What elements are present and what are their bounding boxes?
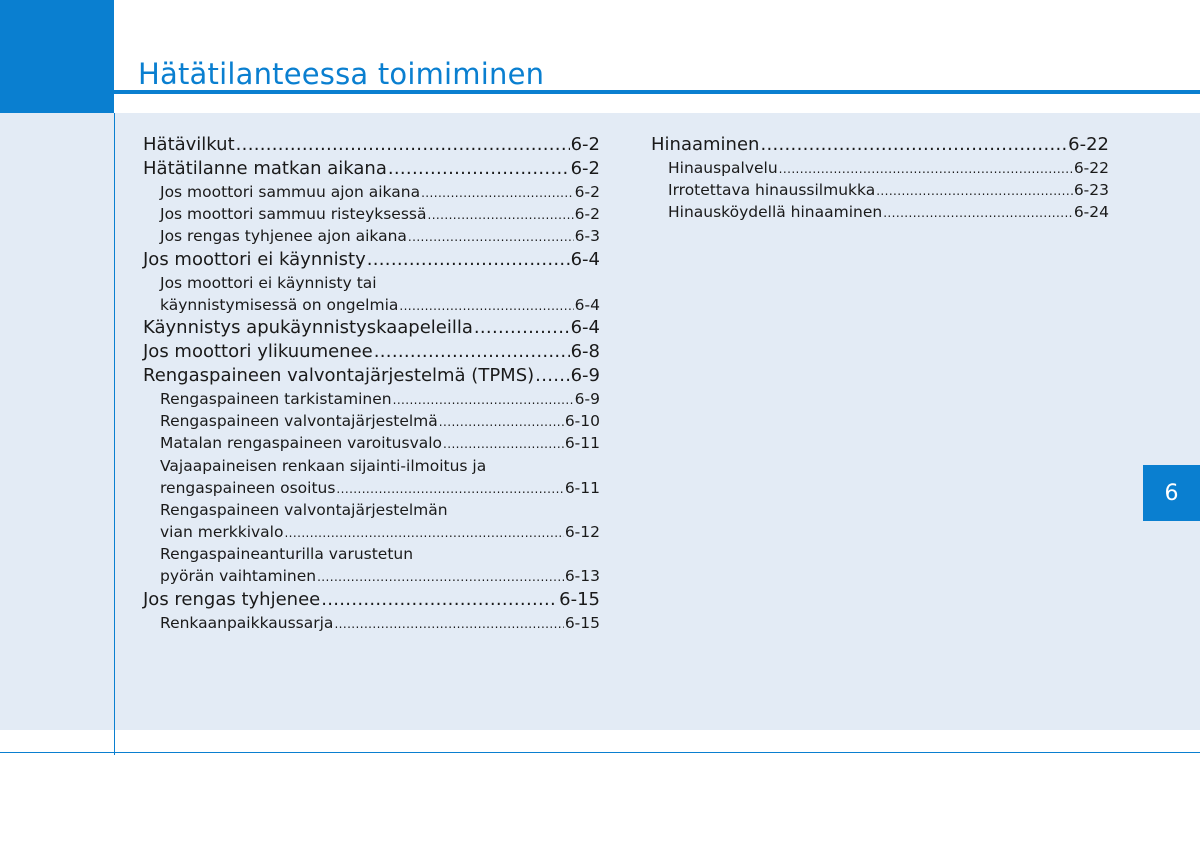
toc-section-entry[interactable] <box>143 340 600 364</box>
toc-entry-line: Vajaapaineisen renkaan sijainti-ilmoitus ja <box>160 456 487 475</box>
toc-entry-label: Jos rengas tyhjenee ajon aikana <box>160 227 407 246</box>
toc-section-entry[interactable] <box>143 157 600 181</box>
toc-dot-leader <box>393 389 574 411</box>
toc-entry-label: Hinausköydellä hinaaminen <box>668 203 883 222</box>
toc-entry-label: Rengaspaineen valvontajärjestelmä (TPMS) <box>143 364 535 386</box>
toc-page-number: 6-23 <box>1073 181 1109 200</box>
toc-page-number: 6-10 <box>564 412 600 431</box>
toc-dot-leader <box>421 182 574 204</box>
toc-dot-leader <box>388 157 570 181</box>
toc-entry-label: Renkaanpaikkaussarja <box>160 613 334 632</box>
toc-dot-leader <box>336 478 563 500</box>
toc-entry-label: Irrotettava hinaussilmukka <box>668 181 876 200</box>
toc-dot-leader <box>535 364 569 388</box>
toc-page-number: 6-4 <box>570 248 600 270</box>
toc-dot-leader <box>317 566 564 588</box>
toc-page-number: 6-24 <box>1073 203 1109 222</box>
toc-subsection-entry[interactable] <box>143 225 600 247</box>
toc-page-number: 6-8 <box>570 340 600 362</box>
toc-entry-label: Hätävilkut <box>143 134 235 155</box>
toc-dot-leader <box>284 522 563 544</box>
toc-section-entry[interactable] <box>143 364 600 388</box>
toc-dot-leader <box>760 133 1067 157</box>
toc-entry-line: Rengaspaineanturilla varustetun <box>160 545 414 564</box>
corner-color-block <box>0 0 114 113</box>
toc-entry-label: Matalan rengaspaineen varoitusvalo <box>160 434 443 453</box>
footer-rule <box>0 752 1200 753</box>
toc-page-number: 6-2 <box>574 205 600 224</box>
toc-dot-leader <box>443 433 564 455</box>
toc-dot-leader <box>367 248 570 272</box>
toc-subsection-entry[interactable] <box>651 157 1109 179</box>
toc-dot-leader <box>474 316 570 340</box>
toc-dot-leader <box>428 204 574 226</box>
toc-page-number: 6-22 <box>1073 159 1109 177</box>
toc-dot-leader <box>779 158 1073 180</box>
toc-entry-label: Käynnistys apukäynnistyskaapeleilla <box>143 316 473 338</box>
toc-entry-label: Jos moottori ylikuumenee <box>143 340 373 362</box>
toc-page-number: 6-11 <box>564 434 600 453</box>
toc-subsection-entry[interactable] <box>143 388 600 410</box>
toc-section-entry[interactable] <box>143 588 600 612</box>
toc-dot-leader <box>439 411 564 433</box>
toc-page-number: 6-9 <box>570 364 600 386</box>
toc-entry-label: Jos moottori sammuu ajon aikana <box>160 183 421 201</box>
toc-entry-label: vian merkkivalo <box>160 523 284 542</box>
toc-section-entry[interactable] <box>651 133 1109 157</box>
toc-page-number: 6-2 <box>570 134 600 155</box>
page-title: Hätätilanteessa toimiminen <box>138 57 545 91</box>
toc-page-number: 6-12 <box>564 523 600 542</box>
toc-entry-line: Jos moottori ei käynnisty tai <box>160 273 377 292</box>
toc-page-number: 6-13 <box>564 567 600 586</box>
toc-subsection-entry[interactable] <box>143 203 600 225</box>
toc-page-number: 6-4 <box>574 295 600 314</box>
toc-page-number: 6-2 <box>574 183 600 201</box>
toc-page-number: 6-15 <box>564 613 600 632</box>
toc-dot-leader <box>399 295 573 317</box>
toc-right-column <box>651 133 1109 224</box>
toc-entry-label: Rengaspaineen tarkistaminen <box>160 389 392 408</box>
toc-section-entry[interactable] <box>143 316 600 340</box>
toc-entry-label: Jos moottori sammuu risteyksessä <box>160 205 427 224</box>
toc-page-number: 6-2 <box>570 158 600 179</box>
toc-dot-leader <box>236 133 570 157</box>
chapter-tab: 6 <box>1143 465 1200 521</box>
toc-entry-label: Rengaspaineen valvontajärjestelmä <box>160 412 438 431</box>
toc-page-number: 6-4 <box>570 316 600 338</box>
toc-subsection-entry[interactable] <box>143 612 600 634</box>
toc-left-column <box>143 133 600 634</box>
toc-subsection-entry[interactable] <box>143 565 600 587</box>
toc-entry-label: Hinaaminen <box>651 134 760 155</box>
toc-entry-label: Hätätilanne matkan aikana <box>143 158 387 179</box>
toc-dot-leader <box>408 226 574 248</box>
toc-entry-label: rengaspaineen osoitus <box>160 478 336 497</box>
toc-subsection-entry[interactable] <box>143 294 600 316</box>
toc-section-entry[interactable] <box>143 248 600 272</box>
toc-dot-leader <box>374 340 570 364</box>
toc-page-number: 6-3 <box>574 227 600 246</box>
toc-entry-label: Jos moottori ei käynnisty <box>143 248 366 270</box>
toc-subsection-entry[interactable] <box>651 179 1109 201</box>
toc-dot-leader <box>334 613 563 635</box>
toc-entry-label: pyörän vaihtaminen <box>160 567 317 586</box>
toc-entry-line: Rengaspaineen valvontajärjestelmän <box>160 500 448 519</box>
toc-subsection-entry[interactable] <box>143 521 600 543</box>
toc-page-number: 6-9 <box>574 389 600 408</box>
toc-page-number: 6-22 <box>1068 134 1109 155</box>
toc-entry-label: Jos rengas tyhjenee <box>143 588 321 610</box>
toc-subsection-entry[interactable] <box>143 477 600 499</box>
toc-subsection-entry[interactable] <box>143 410 600 432</box>
toc-page-number: 6-15 <box>559 588 600 610</box>
toc-dot-leader <box>321 588 558 612</box>
toc-subsection-entry[interactable] <box>651 201 1109 223</box>
toc-entry-label: käynnistymisessä on ongelmia <box>160 295 399 314</box>
toc-page-number: 6-11 <box>564 478 600 497</box>
toc-dot-leader <box>883 202 1073 224</box>
left-margin-rule <box>114 113 115 755</box>
toc-subsection-entry[interactable] <box>143 432 600 454</box>
toc-section-entry[interactable] <box>143 133 600 157</box>
toc-entry-label: Hinauspalvelu <box>668 159 778 177</box>
toc-subsection-entry[interactable] <box>143 181 600 203</box>
toc-dot-leader <box>876 180 1073 202</box>
